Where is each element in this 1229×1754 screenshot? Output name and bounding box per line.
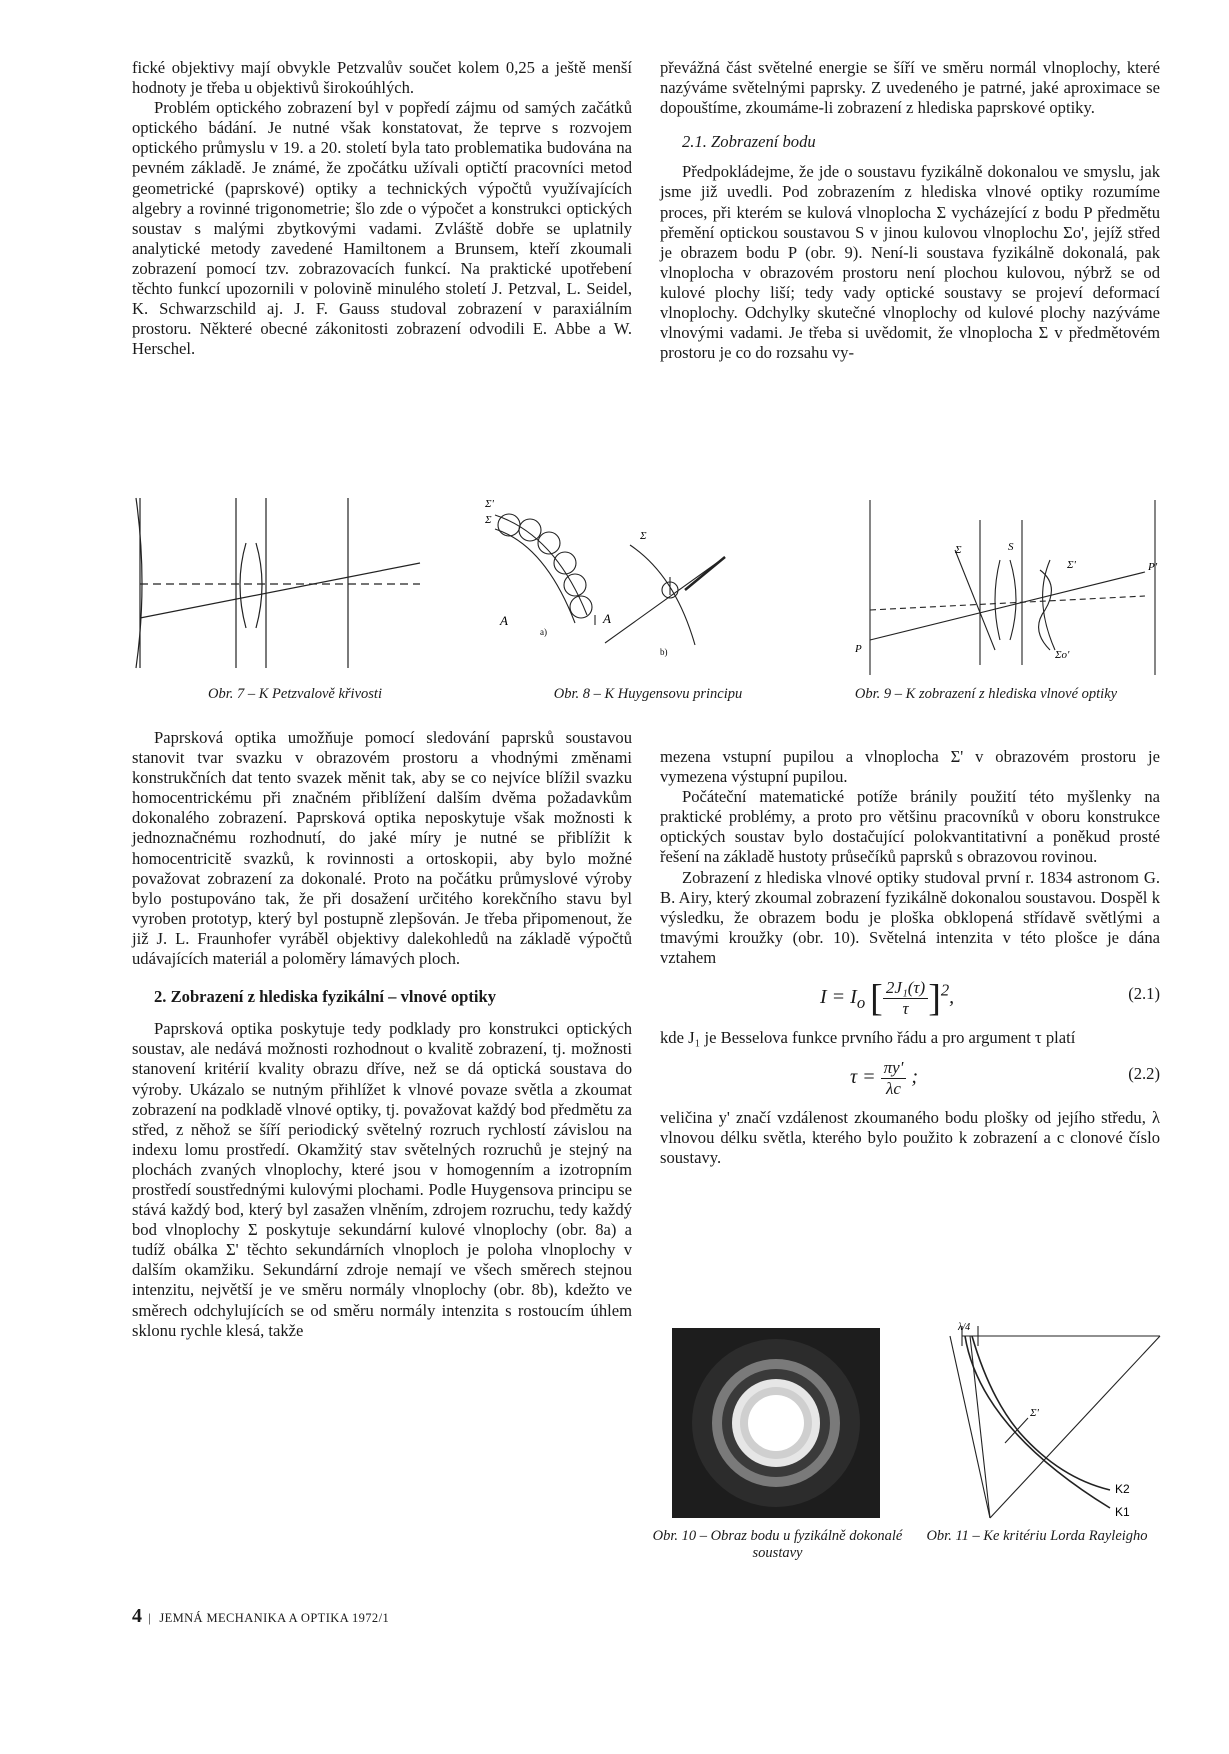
paragraph: Počáteční matematické potíže bránily použití této myšlenky na praktické problémy, a proto pro většinu pracovníků v oboru konstrukce optických soustav bylo dostačující polokvantitativní a poněkud prosté řešení na základě hustoty průsečíků paprsků s obrazovou rovinou. [660,787,1160,867]
equation-2-1 [660,974,1160,1022]
fig8-a-point-label: A [500,613,508,628]
equation-2-2 [660,1054,1160,1102]
fig8-sublabel-a: a) [540,627,547,637]
bracket-left: [ [870,977,883,1020]
fig8-a-point-label-b: A [603,611,611,626]
fraction-denominator: τ [902,999,909,1019]
eq-lhs: I = I [820,986,857,1009]
equation-number: (2.2) [1128,1064,1160,1084]
bracket-right: ] [928,977,941,1020]
paragraph: Paprsková optika umožňuje pomocí sledování paprsků soustavou stanovit tvar svazku v obrazovém prostoru a vhodnými změnami konstrukčních dat tento svazek měnit tak, aby se co nejvíce blížil svazku homocentrickému při značném přiblížení dalším dvěma požadavkům dokonalého zobrazení. Paprsková optika neposkytuje však možnosti k jednoznačnému rozhodnutí, do jaké míry je nutné se přiblížit k homocentricitě svazků, k rovinnosti a ortoskopii, aby bylo možné považovat zobrazení za dokonalé. Proto na počátku průmyslové výroby bylo postupováno tak, že při dosažení určitého korekčního stavu byl vyroben prototyp, který byl postupně zlepšován. Je třeba připomenout, že již J. L. Fraunhofer vyráběl objektivy dalekohledů na základě výpočtů udávajících materiál a poloměry lámavých ploch. [132,728,632,969]
journal-name: JEMNÁ MECHANIKA A OPTIKA 1972/1 [159,1611,390,1625]
fig9-sigma-o-label: Σo' [1055,649,1070,661]
fig9-p-prime-label: P' [1148,561,1158,573]
paragraph: Předpokládejme, že jde o soustavu fyzikálně dokonalou ve smyslu, jak jsme již uvedli. Pod zobrazením z hlediska vlnové optiky rozumíme proces, při kterém se kulová vlnoplocha Σ vycházející z bodu P předmětu přemění optickou soustavou S v jinou kulovou vlnoplochu Σo', jejíž střed je obrazem bodu P (obr. 9). Není-li soustava fyzikálně dokonalá, pak vlnoplocha v obrazovém prostoru není plochou kulovou, nýbrž se od kulové plochy liší; tedy vady optické soustavy se projeví deformací vlnoplochy. Odchylky skutečné vlnoplochy od kulové plochy nazýváme vlnovými vadami. Je třeba si uvědomit, že vlnoplocha Σ v předmětovém prostoru je co do rozsahu vy- [660,162,1160,363]
figure-9-caption: Obr. 9 – K zobrazení z hlediska vlnové optiky [854,686,1118,702]
page-footer [132,1605,389,1628]
text-column-left-top [132,58,632,359]
text-column-right-bottom [660,747,1160,1168]
figure-9-wave-imaging [845,500,1175,680]
fig11-lambda4-label: λ/4 [958,1322,971,1333]
fig8-sigma-label: Σ [485,514,492,526]
figure-7-petzval [130,488,430,678]
fig8-sigma-label-b: Σ [640,530,647,542]
fig11-sigma-prime-label: Σ' [1030,1407,1039,1419]
figure-10-airy-disk [672,1328,880,1518]
section-heading: 2. Zobrazení z hlediska fyzikální – vlnové optiky [154,987,497,1007]
fraction-numerator: 2J₁(τ) [883,978,928,999]
fraction [883,978,928,1019]
paragraph: Zobrazení z hlediska vlnové optiky studoval první r. 1834 astronom G. B. Airy, který zkoumal zobrazení fyzikálně dokonalou soustavou. Dospěl k výsledku, že obrazem bodu je ploška obklopená střídavě světlými a tmavými kroužky (obr. 10). Světelná intenzita v této plošce je dána vztahem [660,867,1160,967]
equation-formula: $I = I_o$ [ $\frac{\text{2J₁(τ)}}{\tau}$ ]$^2$, [820,977,955,1020]
figure-11-caption: Obr. 11 – Ke kritériu Lorda Rayleigho [926,1528,1148,1544]
figure-8-huygens [475,495,735,665]
figure-10-caption: Obr. 10 – Obraz bodu u fyzikálně dokonalé soustavy [652,1528,903,1561]
subsection-heading: 2.1. Zobrazení bodu [682,132,816,152]
paragraph: kde J₁ je Besselova funkce prvního řádu a pro argument τ platí [660,1028,1076,1048]
eq-lhs: τ = [850,1066,876,1089]
fraction [881,1058,907,1099]
paragraph: fické objektivy mají obvykle Petzvalův součet kolem 0,25 a ještě menší hodnoty je třeba u objektivů širokoúhlých. [132,58,632,98]
paragraph: Paprsková optika poskytuje tedy podklady pro konstrukci optických soustav, ale nedává možnosti rozhodnout o kvalitě zobrazení, tj. možnosti stanovení kritérií kvality obrazu dříve, než se dá optická soustava do výroby. Ukázalo se nutným přihlížet k vlnové povaze světla a zkoumat zobrazení na podkladě vlnové optiky, tj. považovat každý bod předmětu za střed, z něhož se šíří periodický světelný rozruch rychlostí závislou na indexu lomu prostředí. Okamžitý stav světelných rozruchů je stejný na plochách zvaných vlnoplochy, které jsou v homogenním a izotropním prostředí soustřednými kulovými plochami. Podle Huygensova principu se stává každý bod, který byl zasažen vlněním, zdrojem rozruchu, tedy každý bod vlnoplochy Σ poskytuje sekundární kulové vlnoplochy (obr. 8a) a tudíž obálka Σ' těchto sekundárních vlnoploch je poloha vlnoplochy v dalším okamžiku. Sekundární zdroje nemají ve všech směrech stejnou intenzitu, největší je ve směru normály vlnoplochy (obr. 8b), kdežto ve směrech odchylujících se od směru normály intenzita s rostoucím úhlem sklonu rychle klesá, takže [132,1019,632,1340]
fig9-s-label: S [1008,541,1014,553]
eq-exponent: 2 [940,980,950,1000]
fraction-numerator: πy' [881,1058,907,1079]
fig9-p-label: P [855,643,862,655]
page-number: 4 [132,1605,143,1627]
figure-7-caption: Obr. 7 – K Petzvalově křivosti [208,686,382,702]
text-column-right-top [660,58,1160,363]
figure-8-caption: Obr. 8 – K Huygensovu principu [553,686,743,702]
paragraph: Problém optického zobrazení byl v popředí zájmu od samých začátků optického bádání. Je nutné však konstatovat, že teprve s rozvojem optického průmyslu v 19. a 20. století byla tato problematika budována na pevném základě. Je známé, že zpočátku užívali optičtí pracovníci metod geometrické (paprskové) optiky a technických výpočtů využívajících algebry a rovinné trigonometrie; šlo zde o výpočet a konstrukci optických soustav s malými zbytkovými vadami. Zvláště dobře se uplatnily analytické metody zavedené Hamiltonem a Brunsem, kteří zkoumali zobrazení pomocí tzv. zobrazovacích funkcí. Na praktické upotřebení těchto funkcí upozornili v polovině minulého století J. Petzval, L. Seidel, K. Schwarzschild aj. J. F. Gauss studoval zobrazení v paraxiálním prostoru. Některé obecné zákonitosti zobrazení odvodili E. Abbe a W. Herschel. [132,98,632,359]
figure-11-rayleigh [910,1318,1160,1523]
text-column-left-bottom [132,728,632,1341]
equation-formula: τ = $\frac{\pi y'}{\lambda c}$ ; [850,1058,919,1099]
equation-number: (2.1) [1128,984,1160,1004]
paragraph: mezena vstupní pupilou a vlnoplocha Σ' v obrazovém prostoru je vymezena výstupní pupilou. [660,747,1160,787]
fig9-sigma-prime-label: Σ' [1067,559,1076,571]
fraction-denominator: λc [886,1079,901,1099]
fig8-sublabel-b: b) [660,647,668,657]
fig11-k2-label: K2 [1115,1482,1130,1496]
paragraph: veličina y' značí vzdálenost zkoumaného bodu plošky od jejího středu, λ vlnovou délku světla, kterého bylo použito k zobrazení a c clonové číslo soustavy. [660,1108,1160,1168]
fig11-k1-label: K1 [1115,1505,1130,1519]
fig9-sigma-label: Σ [955,544,962,556]
footer-divider: | [148,1611,152,1625]
paragraph: převážná část světelné energie se šíří ve směru normál vlnoplochy, které nazýváme světelnými paprsky. Z uvedeného je patrné, jaké aproximace se dopouštíme, zkoumáme-li zobrazení z hlediska paprskové optiky. [660,58,1160,118]
fig8-sigma-prime-label: Σ' [485,498,494,510]
eq-sub: o [856,993,866,1013]
